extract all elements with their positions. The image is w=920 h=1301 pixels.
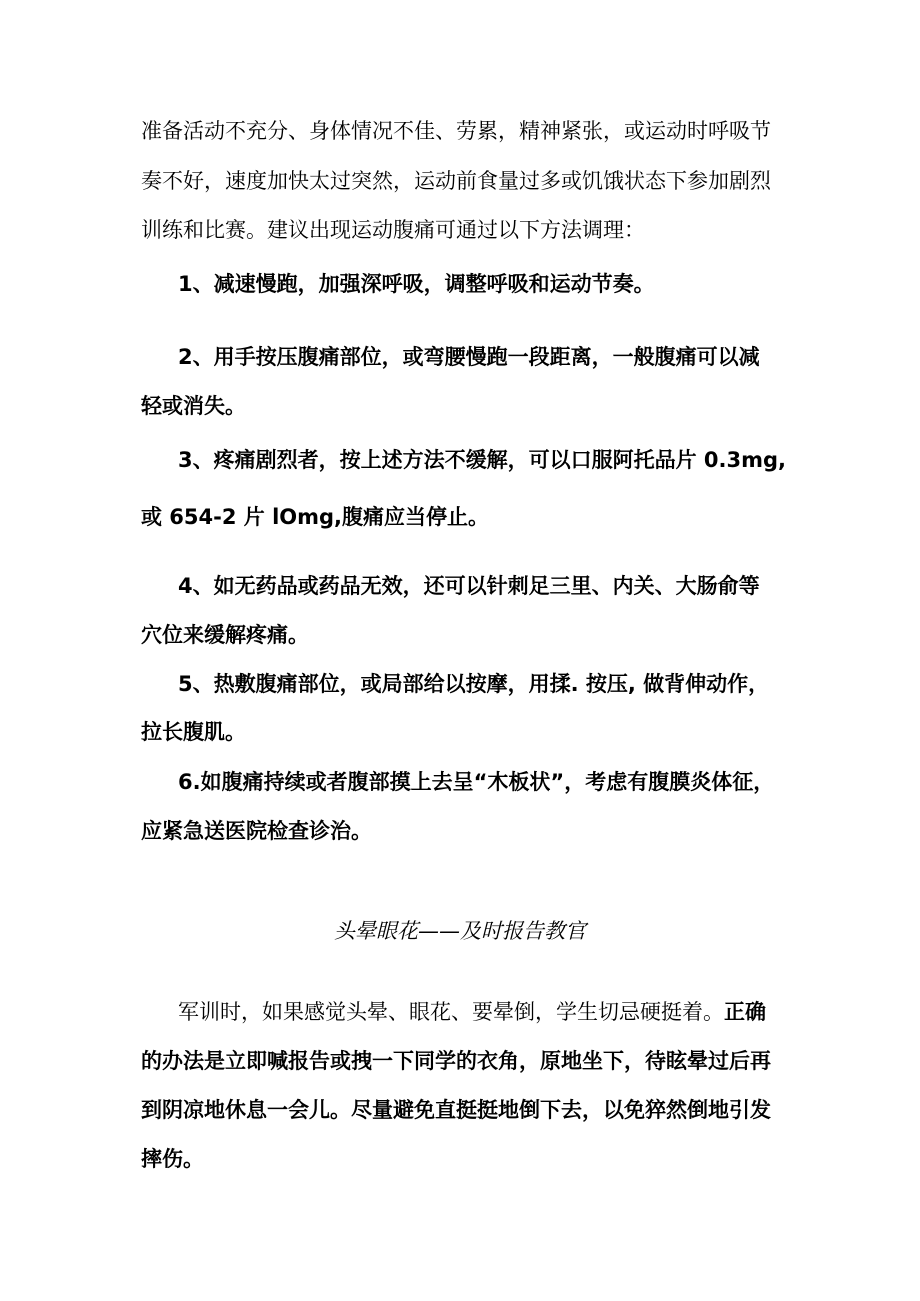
method-3-line-1: 3、疼痛剧烈者，按上述方法不缓解，可以口服阿托品片 0.3mg,	[178, 448, 787, 472]
section-para-line-1-plain: 军训时，如果感觉头晕、眼花、要晕倒，学生切忌硬挺着。	[178, 1000, 724, 1024]
section-para-line-1	[178, 998, 766, 1026]
method-1: 1、减速慢跑，加强深呼吸，调整呼吸和运动节奏。	[178, 272, 655, 296]
section-para-line-1-bold: 正确	[724, 1000, 766, 1024]
method-4-line-1: 4、如无药品或药品无效，还可以针刺足三里、内关、大肠俞等	[178, 574, 760, 598]
section-heading: 头晕眼花——及时报告教官	[334, 919, 586, 943]
section-para-line-3-a: 到阴凉地休息一会儿。尽量避免直挺挺地倒下去，	[141, 1098, 603, 1122]
intro-line-2: 奏不好，速度加快太过突然，运动前食量过多或饥饿状态下参加剧烈	[141, 169, 771, 193]
method-2-line-2: 轻或消失。	[141, 394, 246, 418]
method-3-line-2: 或 654-2 片 lOmg,腹痛应当停止。	[141, 505, 490, 529]
section-para-line-2	[141, 1047, 771, 1075]
section-para-line-4: 摔伤。	[141, 1147, 204, 1171]
method-5-line-2: 拉长腹肌。	[141, 720, 246, 744]
method-6-line-2: 应紧急送医院检查诊治。	[141, 819, 372, 843]
method-4-line-2: 穴位来缓解疼痛。	[141, 623, 309, 647]
method-2-line-1: 2、用手按压腹痛部位，或弯腰慢跑一段距离，一般腹痛可以减	[178, 345, 760, 369]
section-para-line-3	[141, 1096, 771, 1124]
intro-line-3: 训练和比赛。建议出现运动腹痛可通过以下方法调理：	[141, 218, 645, 242]
section-para-line-3-b: 以免猝然倒地引发	[603, 1098, 771, 1122]
method-5-line-1: 5、热敷腹痛部位，或局部给以按摩，用揉. 按压, 做背伸动作，	[178, 672, 770, 696]
intro-line-1: 准备活动不充分、身体情况不佳、劳累，精神紧张，或运动时呼吸节	[141, 119, 771, 143]
section-para-line-2-a: 的办法是立即喊报告或拽一下同学的衣角，	[141, 1049, 540, 1073]
section-para-line-2-b: 原地坐下，待眩晕过后再	[540, 1049, 771, 1073]
method-6-line-1: 6.如腹痛持续或者腹部摸上去呈“木板状”，考虑有腹膜炎体征，	[178, 770, 775, 794]
